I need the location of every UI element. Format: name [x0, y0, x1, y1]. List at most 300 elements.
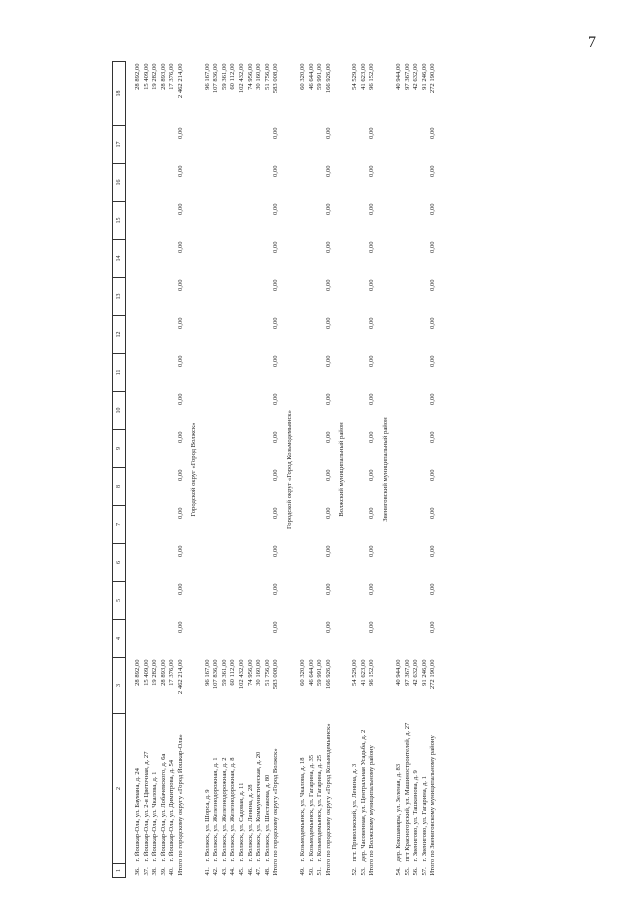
- total-value: 0,00: [324, 317, 332, 330]
- value-cell: [212, 506, 221, 544]
- value-cell: [151, 202, 160, 240]
- value-cell: [308, 240, 317, 278]
- total-value: 0,00: [429, 621, 437, 634]
- empty-cell: [143, 126, 152, 164]
- value-cell: 96 167,00: [203, 659, 211, 686]
- value-cell: [255, 354, 264, 392]
- empty-cell: [395, 126, 404, 164]
- value-cell: [143, 506, 152, 544]
- table-row: [255, 62, 264, 878]
- value-cell: [264, 392, 273, 430]
- address-cell: г. Йошкар-Ола, ул. Лобачевского, д. 6а: [159, 753, 167, 862]
- value-cell: [412, 582, 421, 620]
- value-cell: [255, 392, 264, 430]
- value-cell: [395, 316, 404, 354]
- value-cell: [395, 240, 404, 278]
- total-value: 0,00: [272, 507, 280, 520]
- value-cell: 96 167,00: [203, 63, 211, 90]
- total-value: 2 462 214,00: [176, 63, 184, 99]
- value-cell: [143, 354, 152, 392]
- value-cell: [255, 164, 264, 202]
- table-row: [168, 62, 177, 878]
- value-cell: [134, 582, 143, 620]
- value-cell: [421, 164, 430, 202]
- value-cell: [308, 582, 317, 620]
- value-cell: 28 892,00: [134, 659, 141, 686]
- value-cell: [351, 582, 360, 620]
- total-value: 0,00: [272, 621, 280, 634]
- value-cell: [238, 164, 247, 202]
- value-cell: [221, 240, 230, 278]
- total-value: 0,00: [176, 241, 184, 254]
- value-cell: 60 112,00: [229, 659, 237, 686]
- value-cell: [264, 316, 273, 354]
- section-cell: [377, 62, 395, 878]
- value-cell: [299, 430, 308, 468]
- total-value: 0,00: [272, 165, 280, 178]
- row-number-cell: 48.: [263, 867, 271, 876]
- value-cell: [134, 544, 143, 582]
- total-value: 0,00: [368, 165, 376, 178]
- empty-cell: [308, 126, 317, 164]
- total-value: 0,00: [368, 393, 376, 406]
- total-value: 0,00: [368, 545, 376, 558]
- value-cell: [134, 392, 143, 430]
- total-value: 0,00: [272, 279, 280, 292]
- total-value: 0,00: [324, 469, 332, 482]
- value-cell: [204, 430, 213, 468]
- total-value: 0,00: [176, 621, 184, 634]
- value-cell: [247, 468, 256, 506]
- empty-cell: [204, 126, 213, 164]
- value-cell: 91 246,00: [420, 63, 428, 90]
- address-cell: пгт Красногорский, ул. Машиностроителей, д. 27: [403, 722, 411, 862]
- table-row: [351, 62, 360, 878]
- total-value: 0,00: [272, 203, 280, 216]
- table-row: [229, 62, 238, 878]
- total-value: 0,00: [272, 393, 280, 406]
- value-cell: [229, 430, 238, 468]
- empty-cell: [229, 126, 238, 164]
- value-cell: [360, 278, 369, 316]
- value-cell: [143, 392, 152, 430]
- value-cell: [143, 240, 152, 278]
- value-cell: [360, 202, 369, 240]
- value-cell: [238, 430, 247, 468]
- value-cell: [395, 278, 404, 316]
- value-cell: [255, 240, 264, 278]
- section-row: [281, 62, 299, 878]
- table-row: [212, 62, 221, 878]
- value-cell: [360, 354, 369, 392]
- value-cell: [221, 354, 230, 392]
- value-cell: [421, 316, 430, 354]
- value-cell: 30 160,00: [255, 63, 263, 90]
- address-cell: г. Волжск, ул. Шорса, д. 9: [203, 789, 211, 862]
- value-cell: [255, 620, 264, 658]
- value-cell: [316, 582, 325, 620]
- row-number-cell: 40.: [168, 867, 176, 876]
- total-value: 272 190,00: [429, 659, 437, 690]
- total-value: 2 462 214,00: [176, 659, 184, 695]
- value-cell: [221, 506, 230, 544]
- value-cell: [151, 392, 160, 430]
- value-cell: [404, 202, 413, 240]
- total-value: 0,00: [176, 545, 184, 558]
- address-cell: г. Козьмодемьянск, ул. Гагарина, д. 35: [307, 754, 315, 862]
- section-cell: [281, 62, 299, 878]
- value-cell: [143, 468, 152, 506]
- row-number-cell: 51.: [316, 867, 324, 876]
- value-cell: [360, 430, 369, 468]
- value-cell: [143, 620, 152, 658]
- total-value: 0,00: [176, 393, 184, 406]
- value-cell: [404, 544, 413, 582]
- value-cell: [308, 506, 317, 544]
- address-cell: г. Волжск, ул. Ленина, д. 28: [246, 784, 254, 862]
- total-value: 0,00: [429, 507, 437, 520]
- value-cell: [404, 164, 413, 202]
- address-cell: г. Волжск, ул. Шестакова, д. 80: [263, 774, 271, 862]
- address-cell: г. Волжск, ул. Железнодорожная, д. 8: [229, 757, 237, 862]
- value-cell: 74 956,00: [246, 659, 254, 686]
- value-cell: [351, 240, 360, 278]
- value-cell: [204, 240, 213, 278]
- value-cell: [212, 316, 221, 354]
- value-cell: [308, 202, 317, 240]
- value-cell: [160, 468, 169, 506]
- value-cell: [360, 316, 369, 354]
- value-cell: [255, 202, 264, 240]
- value-cell: [316, 240, 325, 278]
- value-cell: [412, 202, 421, 240]
- total-label: Итого по городскому округу «Город Козьмодемьянск»: [324, 723, 332, 876]
- total-value: 96 152,00: [368, 63, 376, 90]
- value-cell: [299, 544, 308, 582]
- address-cell: г. Звенигово, ул. Ташкинова, д. 9: [412, 770, 420, 862]
- table-row: [160, 62, 169, 878]
- total-value: 0,00: [324, 545, 332, 558]
- value-cell: [212, 202, 221, 240]
- column-header: 1: [113, 864, 126, 878]
- value-cell: [316, 164, 325, 202]
- value-cell: [264, 354, 273, 392]
- value-cell: [308, 392, 317, 430]
- total-value: 0,00: [176, 279, 184, 292]
- value-cell: 59 361,00: [220, 659, 228, 686]
- value-cell: [151, 582, 160, 620]
- budget-table: [112, 61, 438, 878]
- value-cell: [421, 430, 430, 468]
- value-cell: 17 376,00: [168, 63, 176, 90]
- value-cell: [404, 240, 413, 278]
- value-cell: [221, 468, 230, 506]
- table-row: [404, 62, 413, 878]
- value-cell: [264, 582, 273, 620]
- section-row: [186, 62, 204, 878]
- value-cell: 107 836,00: [212, 659, 220, 690]
- value-cell: [412, 430, 421, 468]
- value-cell: [299, 582, 308, 620]
- empty-cell: [168, 126, 177, 164]
- value-cell: [160, 582, 169, 620]
- table-row: [395, 62, 404, 878]
- value-cell: [395, 468, 404, 506]
- value-cell: [160, 316, 169, 354]
- value-cell: [221, 392, 230, 430]
- value-cell: [247, 430, 256, 468]
- total-value: 0,00: [429, 203, 437, 216]
- value-cell: [351, 544, 360, 582]
- value-cell: [308, 620, 317, 658]
- row-number-cell: 53.: [359, 867, 367, 876]
- value-cell: [151, 354, 160, 392]
- value-cell: [221, 544, 230, 582]
- value-cell: [308, 354, 317, 392]
- value-cell: [212, 430, 221, 468]
- row-number-cell: 52.: [351, 867, 359, 876]
- value-cell: [151, 240, 160, 278]
- total-value: 0,00: [176, 317, 184, 330]
- value-cell: [238, 278, 247, 316]
- value-cell: [168, 240, 177, 278]
- value-cell: 40 944,00: [395, 659, 403, 686]
- value-cell: [404, 468, 413, 506]
- value-cell: [308, 430, 317, 468]
- empty-cell: [360, 126, 369, 164]
- value-cell: [229, 278, 238, 316]
- value-cell: [204, 506, 213, 544]
- value-cell: [360, 506, 369, 544]
- total-value: 0,00: [429, 165, 437, 178]
- address-cell: г. Волжск, ул. Железнодорожная, д. 1: [212, 757, 220, 862]
- total-value: 0,00: [272, 583, 280, 596]
- value-cell: 19 282,00: [151, 63, 159, 90]
- value-cell: [421, 202, 430, 240]
- value-cell: 42 632,00: [412, 63, 420, 90]
- total-value: 0,00: [429, 317, 437, 330]
- value-cell: [238, 240, 247, 278]
- address-cell: г. Йошкар-Ола, ул. Баумана, д. 24: [134, 768, 141, 862]
- section-title: Городской округ «Город Козьмодемьянск»: [285, 410, 293, 529]
- value-cell: [143, 544, 152, 582]
- total-value: 0,00: [368, 317, 376, 330]
- value-cell: [351, 392, 360, 430]
- value-cell: [299, 240, 308, 278]
- table-row: [360, 62, 369, 878]
- value-cell: [168, 468, 177, 506]
- value-cell: 54 529,00: [351, 659, 359, 686]
- value-cell: 46 644,00: [307, 63, 315, 90]
- value-cell: [143, 316, 152, 354]
- value-cell: [264, 278, 273, 316]
- value-cell: 40 944,00: [395, 63, 403, 90]
- column-header: 17: [113, 126, 126, 164]
- total-value: 0,00: [272, 317, 280, 330]
- value-cell: [238, 544, 247, 582]
- value-cell: [264, 620, 273, 658]
- value-cell: [229, 202, 238, 240]
- value-cell: [134, 430, 143, 468]
- value-cell: [404, 430, 413, 468]
- value-cell: 15 409,00: [142, 63, 150, 90]
- value-cell: [247, 582, 256, 620]
- total-value: 0,00: [176, 127, 184, 140]
- value-cell: [143, 202, 152, 240]
- value-cell: [412, 278, 421, 316]
- value-cell: [134, 278, 143, 316]
- table-row: [316, 62, 325, 878]
- value-cell: [143, 430, 152, 468]
- total-value: 0,00: [176, 583, 184, 596]
- total-value: 0,00: [272, 545, 280, 558]
- total-value: 0,00: [429, 355, 437, 368]
- value-cell: [160, 240, 169, 278]
- value-cell: [204, 620, 213, 658]
- total-value: 0,00: [324, 507, 332, 520]
- value-cell: [238, 354, 247, 392]
- table-row: [308, 62, 317, 878]
- value-cell: [316, 392, 325, 430]
- total-row: [368, 62, 377, 878]
- value-cell: [151, 278, 160, 316]
- total-value: 0,00: [324, 393, 332, 406]
- address-cell: г. Звенигово, ул. Гагарина, д. 1: [420, 776, 428, 862]
- value-cell: [134, 240, 143, 278]
- value-cell: [134, 202, 143, 240]
- value-cell: 46 644,00: [307, 659, 315, 686]
- value-cell: [168, 354, 177, 392]
- column-header: 4: [113, 620, 126, 658]
- value-cell: [238, 468, 247, 506]
- table-row: [238, 62, 247, 878]
- value-cell: [255, 506, 264, 544]
- value-cell: [168, 430, 177, 468]
- total-value: 0,00: [429, 241, 437, 254]
- value-cell: [221, 620, 230, 658]
- value-cell: [421, 354, 430, 392]
- value-cell: 59 991,00: [316, 63, 324, 90]
- total-value: 0,00: [429, 545, 437, 558]
- value-cell: [151, 544, 160, 582]
- value-cell: [151, 316, 160, 354]
- value-cell: [229, 240, 238, 278]
- value-cell: [360, 544, 369, 582]
- value-cell: 91 246,00: [420, 659, 428, 686]
- value-cell: [264, 544, 273, 582]
- value-cell: [264, 202, 273, 240]
- section-title: Волжский муниципальный район: [337, 422, 345, 517]
- row-number-cell: 50.: [307, 867, 315, 876]
- value-cell: 15 409,00: [142, 659, 150, 686]
- value-cell: 17 376,00: [168, 659, 176, 686]
- value-cell: [247, 354, 256, 392]
- value-cell: [395, 392, 404, 430]
- value-cell: [160, 506, 169, 544]
- value-cell: [395, 430, 404, 468]
- value-cell: [299, 354, 308, 392]
- value-cell: 41 623,00: [359, 659, 367, 686]
- total-label: Итого по городскому округу «Город Волжск»: [272, 748, 280, 876]
- value-cell: [316, 544, 325, 582]
- value-cell: [316, 316, 325, 354]
- value-cell: [351, 354, 360, 392]
- value-cell: [229, 506, 238, 544]
- value-cell: 19 282,00: [151, 659, 159, 686]
- value-cell: [204, 582, 213, 620]
- value-cell: [316, 278, 325, 316]
- value-cell: [351, 202, 360, 240]
- total-value: 0,00: [368, 507, 376, 520]
- value-cell: [204, 316, 213, 354]
- value-cell: [360, 392, 369, 430]
- row-number-cell: 47.: [255, 867, 263, 876]
- total-value: 0,00: [324, 241, 332, 254]
- row-number-cell: 54.: [395, 867, 403, 876]
- total-value: 0,00: [324, 127, 332, 140]
- value-cell: 60 112,00: [229, 63, 237, 90]
- value-cell: [264, 430, 273, 468]
- empty-cell: [316, 126, 325, 164]
- value-cell: [212, 582, 221, 620]
- value-cell: [247, 164, 256, 202]
- total-value: 0,00: [368, 127, 376, 140]
- row-number-cell: 38.: [151, 867, 159, 876]
- total-value: 0,00: [429, 431, 437, 444]
- value-cell: 28 892,00: [134, 63, 141, 90]
- column-header: 13: [113, 278, 126, 316]
- value-cell: [221, 430, 230, 468]
- value-cell: [168, 506, 177, 544]
- value-cell: [264, 240, 273, 278]
- value-cell: [299, 392, 308, 430]
- value-cell: [351, 316, 360, 354]
- value-cell: [160, 392, 169, 430]
- total-row: [177, 62, 186, 878]
- value-cell: [299, 316, 308, 354]
- value-cell: [204, 278, 213, 316]
- value-cell: [360, 582, 369, 620]
- value-cell: [134, 620, 143, 658]
- table-row: [299, 62, 308, 878]
- value-cell: [221, 582, 230, 620]
- address-cell: пгт. Приволжский, ул. Ленина, д. 3: [351, 763, 359, 862]
- value-cell: [308, 164, 317, 202]
- value-cell: [151, 164, 160, 202]
- total-value: 583 008,00: [272, 63, 280, 94]
- total-value: 0,00: [429, 279, 437, 292]
- address-cell: г. Волжск, ул. Садовая, д. 11: [237, 782, 245, 862]
- column-header: 9: [113, 430, 126, 468]
- value-cell: [229, 468, 238, 506]
- value-cell: [168, 392, 177, 430]
- value-cell: 107 836,00: [212, 63, 220, 94]
- value-cell: [247, 278, 256, 316]
- value-cell: [212, 392, 221, 430]
- column-header: 14: [113, 240, 126, 278]
- page-number: 7: [588, 34, 596, 51]
- total-value: 0,00: [368, 241, 376, 254]
- value-cell: [160, 164, 169, 202]
- empty-cell: [221, 126, 230, 164]
- row-number-cell: 46.: [246, 867, 254, 876]
- value-cell: [247, 240, 256, 278]
- value-cell: [395, 202, 404, 240]
- value-cell: [168, 164, 177, 202]
- row-number-cell: 49.: [298, 867, 306, 876]
- value-cell: [360, 240, 369, 278]
- empty-cell: [255, 126, 264, 164]
